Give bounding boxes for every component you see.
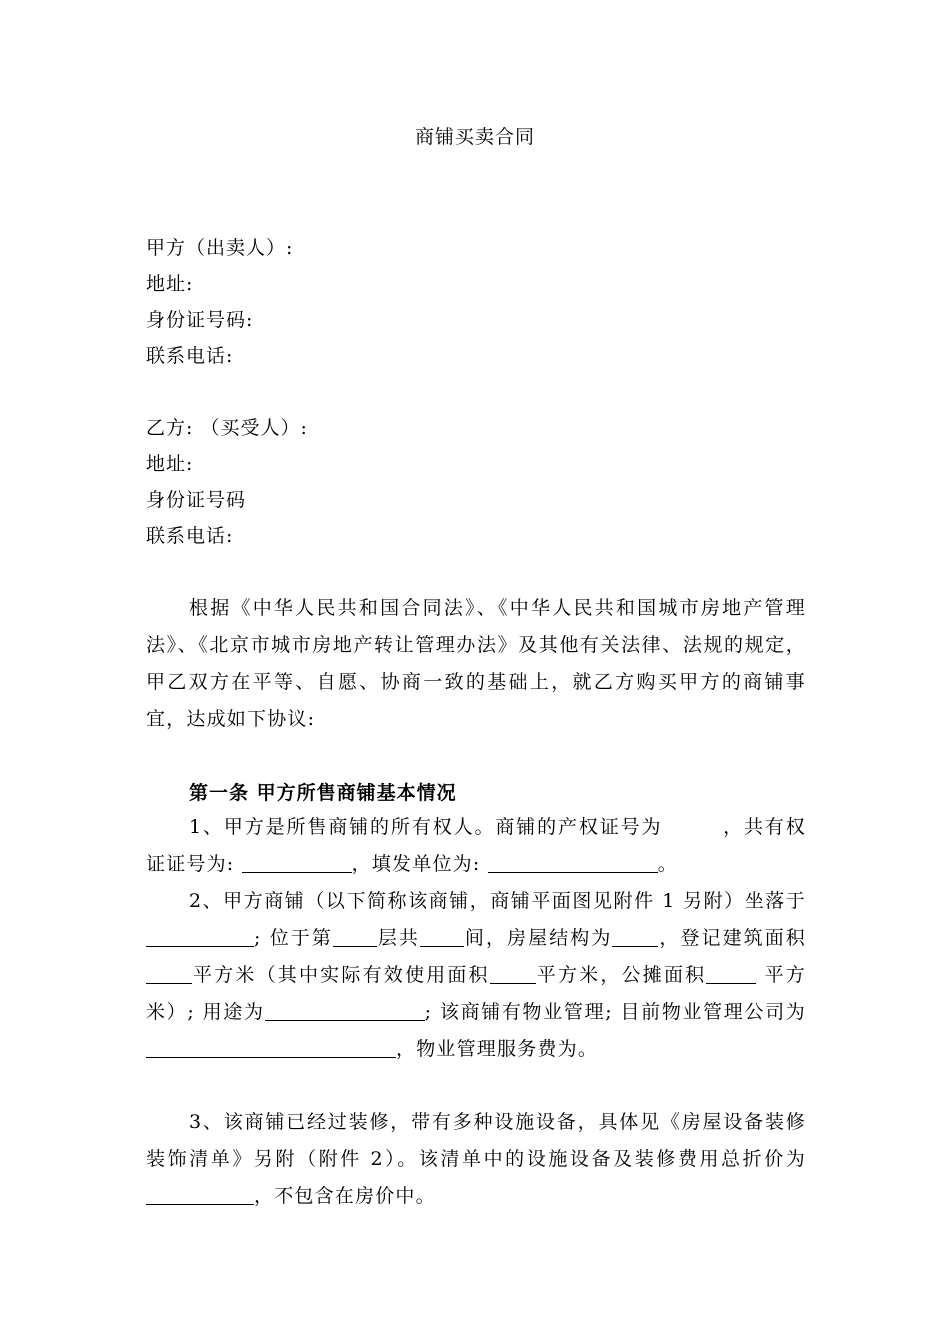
- clause-1-text-d: 。: [657, 853, 678, 875]
- party-a-heading: 甲方（出卖人）:: [146, 237, 294, 259]
- article-1-heading: 第一条 甲方所售商铺基本情况: [189, 782, 457, 804]
- clause-2-text-k: 。: [577, 1038, 599, 1060]
- clause-2-text-i: ; 该商铺有物业管理; 目前物业管理公司为: [424, 1001, 806, 1023]
- party-a-address: 地址:: [146, 273, 194, 295]
- party-a-phone: 联系电话:: [146, 345, 234, 367]
- article-1-clause-2: [146, 883, 806, 1068]
- clause-2-text-c: 层共: [376, 927, 421, 949]
- clause-2-text-g: 平方米，公摊面积: [535, 964, 707, 986]
- party-b-heading: 乙方: （买受人）:: [146, 417, 308, 439]
- clause-2-text-e: ，登记建筑面积: [658, 927, 807, 949]
- clause-2-text-d: 间，房屋结构为: [464, 927, 613, 949]
- party-a-id-number: 身份证号码:: [146, 309, 254, 331]
- location-blank: [146, 926, 254, 947]
- preamble-paragraph: 根据《中华人民共和国合同法》、《中华人民共和国城市房地产管理法》、《北京市城市房地产转让管理办法》及其他有关法律、法规的规定，甲乙双方在平等、自愿、协商一致的基础上，就乙方购买甲方的商铺事宜，达成如下协议:: [146, 597, 806, 730]
- clause-2-text-h: 平方米）; 用途为: [146, 964, 806, 1023]
- clause-2-text-f: 平方米（其中实际有效使用面积: [192, 964, 490, 986]
- article-1-clause-3: [146, 1104, 806, 1215]
- article-1-clause-1: [146, 809, 806, 883]
- party-b-id-number: 身份证号码: [146, 489, 247, 511]
- usage-blank: [265, 1000, 425, 1021]
- clause-1-text-c: ，填发单位为:: [351, 853, 481, 875]
- clause-2-text-b: ; 位于第: [254, 927, 333, 949]
- party-b-address: 地址:: [146, 453, 194, 475]
- clause-1-text-a: 1、甲方是所售商铺的所有权人。商铺的产权证号为: [189, 816, 663, 838]
- units-blank: [420, 926, 464, 947]
- clause-3-text-b: ，不包含在房价中。: [254, 1185, 436, 1207]
- building-area-blank: [146, 963, 192, 984]
- issuing-unit-blank: [488, 852, 658, 873]
- usable-area-blank: [490, 963, 536, 984]
- clause-2-text-j: ，物业管理服务费为: [396, 1038, 578, 1060]
- shared-area-blank: [706, 963, 756, 984]
- clause-1-text-b: ，共有权证证号为:: [146, 816, 806, 875]
- document-title: 商铺买卖合同: [414, 126, 535, 148]
- cert-number-blank: [242, 852, 352, 873]
- floor-blank: [333, 926, 377, 947]
- equipment-price-blank: [146, 1184, 254, 1205]
- structure-blank: [612, 926, 658, 947]
- clause-3-text-a: 3、该商铺已经过装修，带有多种设施设备，具体见《房屋设备装修装饰清单》另附（附件 2）。该清单中的设施设备及装修费用总折价为: [146, 1111, 806, 1170]
- clause-2-text-a: 2、甲方商铺（以下简称该商铺，商铺平面图见附件 1 另附）坐落于: [189, 890, 806, 912]
- property-company-blank: [146, 1037, 396, 1058]
- party-b-phone: 联系电话:: [146, 525, 234, 547]
